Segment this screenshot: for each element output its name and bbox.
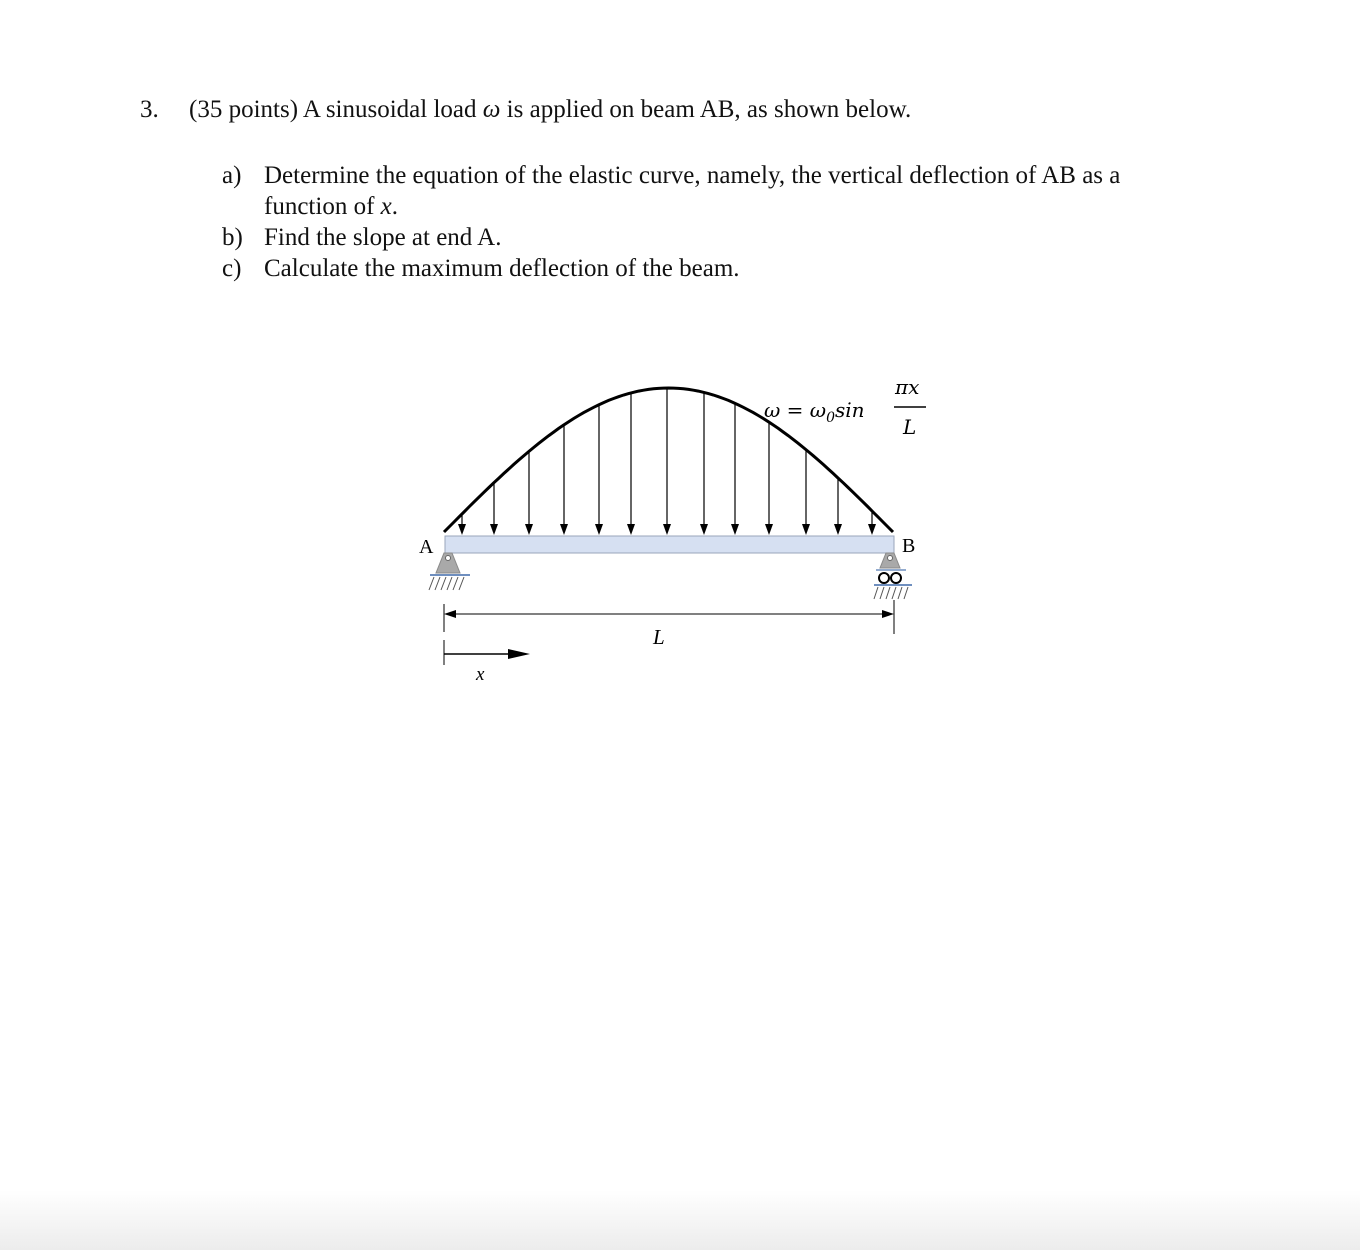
svg-text:ω = ω0sin — [764, 398, 865, 426]
load-arrowhead — [627, 524, 635, 535]
load-arrowhead — [834, 524, 842, 535]
part-c-letter: c) — [222, 255, 242, 282]
load-arrowhead — [765, 524, 773, 535]
load-arrowhead — [490, 524, 498, 535]
problem-statement-tail: is applied on beam AB, as shown below. — [506, 96, 912, 123]
part-a-prefix: function of — [264, 193, 375, 220]
part-a-variable: x — [380, 193, 392, 220]
load-arrowhead — [595, 524, 603, 535]
load-fraction-denominator: L — [903, 415, 917, 439]
load-arrowhead — [458, 524, 466, 535]
load-arrowhead — [560, 524, 568, 535]
load-arrowhead — [802, 524, 810, 535]
load-symbol: ω — [482, 96, 501, 123]
part-b-text: Find the slope at end A. — [264, 224, 502, 251]
part-a-line1: Determine the equation of the elastic curve, namely, the vertical deflection of AB as a — [264, 162, 1121, 189]
load-equation-lhs: ω = ω — [764, 398, 827, 422]
part-a-letter: a) — [222, 162, 242, 189]
load-arrowhead — [868, 524, 876, 535]
part-b-letter: b) — [222, 224, 243, 251]
support-a-pin — [429, 553, 470, 590]
load-arrowhead — [525, 524, 533, 535]
problem-number: 3. — [140, 96, 159, 123]
problem-statement-text: A sinusoidal load — [302, 96, 477, 123]
beam-ab — [445, 536, 894, 553]
load-arrowhead — [731, 524, 739, 535]
part-c-text: Calculate the maximum deflection of the beam. — [264, 255, 740, 282]
span-dimension — [444, 600, 894, 634]
page-bottom-shadow — [0, 1190, 1360, 1250]
load-arrowhead — [700, 524, 708, 535]
x-axis-label: x — [476, 664, 485, 685]
problem-points: (35 points) — [189, 96, 299, 123]
load-arrowhead — [663, 524, 671, 535]
load-equation — [764, 375, 926, 439]
part-a-suffix: . — [391, 193, 398, 220]
x-axis-arrow — [444, 640, 530, 665]
support-a-label: A — [419, 536, 434, 558]
support-b-roller — [874, 553, 912, 599]
support-b-label: B — [902, 535, 916, 557]
span-label: L — [653, 625, 665, 649]
load-equation-subscript: 0 — [826, 410, 836, 426]
load-equation-function: sin — [835, 398, 865, 422]
load-fraction-numerator: πx — [895, 375, 920, 399]
